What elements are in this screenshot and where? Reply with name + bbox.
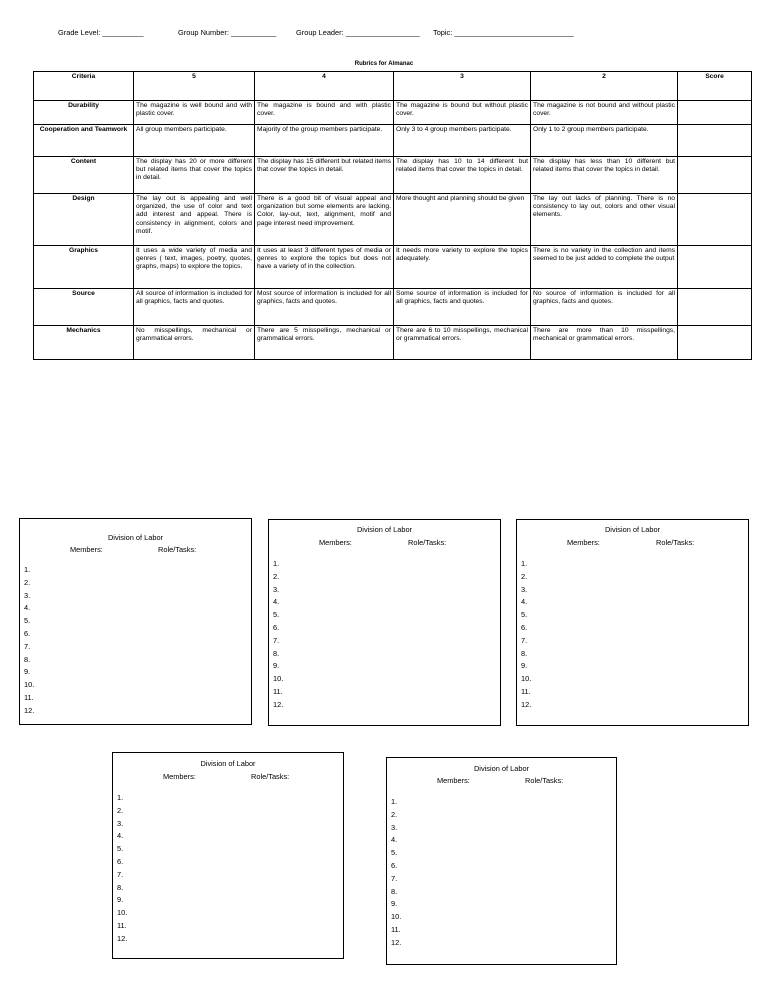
rubric-description-cell: Only 1 to 2 group members participate. (531, 125, 678, 157)
rubric-table (33, 71, 752, 360)
member-number-list (521, 558, 531, 712)
rubric-description-cell: There is no variety in the collection and items seemed to be just added to complete the output (531, 246, 678, 289)
rubric-description-cell: There are more than 10 misspellings, mechanical or grammatical errors. (531, 326, 678, 360)
member-number: 1. (521, 559, 528, 568)
rubric-description-cell: It needs more variety to explore the topics adequately. (394, 246, 531, 289)
member-number: 10. (117, 908, 128, 918)
members-label: Members: (319, 538, 352, 547)
rubric-row (34, 194, 752, 246)
member-number-list (273, 558, 283, 712)
member-number: 4. (521, 597, 528, 607)
member-number: 6. (117, 856, 124, 866)
member-number: 11. (117, 920, 127, 930)
member-number: 1. (273, 559, 280, 568)
box-title: Division of Labor (473, 764, 530, 773)
rubric-row (34, 246, 752, 289)
member-number: 2. (521, 571, 528, 581)
rubric-description-cell: No source of information is included for all graphics, facts and quotes. (531, 289, 678, 326)
member-number: 5. (24, 616, 31, 626)
rubric-description-cell: The magazine is bound and with plastic cover. (255, 101, 394, 125)
member-number: 5. (117, 844, 124, 854)
member-number: 10. (391, 912, 402, 922)
rubric-description-cell: Some source of information is included for all graphics, facts and quotes. (394, 289, 531, 326)
score-cell[interactable] (678, 194, 752, 246)
member-number: 8. (391, 886, 398, 896)
member-number: 3. (117, 818, 124, 828)
member-number: 6. (391, 860, 398, 870)
members-label: Members: (70, 545, 103, 554)
criteria-cell: Durability (34, 101, 134, 125)
rubric-description-cell: The display has less than 10 different but related items that cover the topics in detail. (531, 157, 678, 194)
member-number: 10. (273, 674, 284, 684)
grade-level-field: Grade Level: __________ (58, 28, 144, 37)
member-number: 4. (117, 831, 124, 841)
member-number-list (24, 564, 34, 718)
member-number: 3. (521, 584, 528, 594)
member-number: 10. (521, 674, 532, 684)
box-title: Division of Labor (604, 525, 661, 534)
member-number: 9. (391, 899, 398, 909)
member-number: 6. (24, 628, 31, 638)
member-number: 10. (24, 680, 35, 690)
score-cell[interactable] (678, 326, 752, 360)
box-title: Division of Labor (200, 759, 256, 768)
division-of-labor-box (268, 519, 501, 726)
member-number: 1. (117, 793, 124, 802)
member-number: 2. (117, 805, 124, 815)
rubric-row (34, 289, 752, 326)
role-tasks-label: Role/Tasks: (656, 538, 695, 547)
rubric-row (34, 125, 752, 157)
member-number: 6. (273, 622, 280, 632)
score-cell[interactable] (678, 157, 752, 194)
member-number: 11. (273, 686, 283, 696)
member-number-list (391, 796, 401, 950)
rubric-description-cell: Only 3 to 4 group members participate. (394, 125, 531, 157)
member-number: 8. (117, 882, 124, 892)
members-label: Members: (567, 538, 600, 547)
column-header: Criteria (34, 72, 134, 101)
member-number: 5. (273, 610, 280, 620)
member-number: 3. (391, 822, 398, 832)
member-number: 1. (391, 797, 398, 806)
column-header: 3 (394, 72, 531, 101)
member-number: 2. (24, 577, 31, 587)
rubric-description-cell: Most source of information is included for all graphics, facts and quotes. (255, 289, 394, 326)
member-number: 6. (521, 622, 528, 632)
member-number: 8. (24, 654, 31, 664)
division-of-labor-box (516, 519, 749, 726)
rubric-description-cell: The magazine is well bound and with plastic cover. (134, 101, 255, 125)
score-cell[interactable] (678, 246, 752, 289)
rubric-description-cell: The display has 20 or more different but related items that cover the topics in detail. (134, 157, 255, 194)
member-number: 12. (24, 705, 35, 715)
rubric-row (34, 326, 752, 360)
role-tasks-label: Role/Tasks: (408, 538, 447, 547)
rubric-title: Rubrics for Almanac (354, 61, 414, 67)
member-number: 8. (273, 648, 280, 658)
criteria-cell: Design (34, 194, 134, 246)
box-title: Division of Labor (356, 525, 413, 534)
members-label: Members: (437, 776, 470, 785)
rubric-row (34, 101, 752, 125)
member-number: 8. (521, 648, 528, 658)
column-header: 2 (531, 72, 678, 101)
member-number: 7. (24, 641, 31, 651)
criteria-cell: Source (34, 289, 134, 326)
rubric-description-cell: The lay out is appealing and well organized, the use of color and text add interest and appeal. There is consistency in alignment, colors and motif. (134, 194, 255, 246)
member-number: 12. (521, 699, 532, 709)
criteria-cell: Mechanics (34, 326, 134, 360)
criteria-cell: Content (34, 157, 134, 194)
rubric-header-row (34, 72, 752, 101)
member-number: 11. (24, 692, 34, 702)
group-number-field: Group Number: ___________ (178, 28, 277, 37)
member-number-list (117, 792, 127, 946)
rubric-description-cell: No misspellings, mechanical or grammatical errors. (134, 326, 255, 360)
member-number: 9. (521, 661, 528, 671)
score-cell[interactable] (678, 289, 752, 326)
rubric-description-cell: The lay out lacks of planning. There is no consistency to lay out, colors and other visual elements. (531, 194, 678, 246)
members-label: Members: (163, 772, 196, 781)
member-number: 4. (273, 597, 280, 607)
score-cell[interactable] (678, 101, 752, 125)
rubric-description-cell: The display has 15 different but related items that cover the topics in detail. (255, 157, 394, 194)
column-header: 5 (134, 72, 255, 101)
member-number: 7. (273, 635, 280, 645)
rubric-description-cell: The display has 10 to 14 different but related items that cover the topics in detail. (394, 157, 531, 194)
rubric-description-cell: Majority of the group members participate. (255, 125, 394, 157)
member-number: 12. (273, 699, 284, 709)
member-number: 2. (273, 571, 280, 581)
member-number: 12. (117, 933, 128, 943)
member-number: 5. (521, 610, 528, 620)
rubric-description-cell: All group members participate. (134, 125, 255, 157)
rubric-description-cell: It uses at least 3 different types of media or genres to explore the topics but does not have a variety of in the collection. (255, 246, 394, 289)
member-number: 1. (24, 565, 31, 574)
rubric-description-cell: It uses a wide variety of media and genres ( text, images, poetry, quotes, graphs, maps) to explore the topics. (134, 246, 255, 289)
member-number: 11. (391, 924, 401, 934)
group-leader-field: Group Leader: __________________ (296, 28, 420, 37)
role-tasks-label: Role/Tasks: (251, 772, 290, 781)
member-number: 11. (521, 686, 531, 696)
role-tasks-label: Role/Tasks: (158, 545, 197, 554)
member-number: 7. (391, 873, 398, 883)
topic-field: Topic: _____________________________ (433, 28, 574, 37)
member-number: 3. (24, 590, 31, 600)
division-of-labor-box (386, 757, 617, 965)
division-of-labor-box (19, 518, 252, 725)
division-of-labor-box (112, 752, 344, 959)
column-header: 4 (255, 72, 394, 101)
member-number: 9. (273, 661, 280, 671)
rubric-description-cell: The magazine is not bound and without plastic cover. (531, 101, 678, 125)
rubric-description-cell: The magazine is bound but without plastic cover. (394, 101, 531, 125)
rubric-row (34, 157, 752, 194)
rubric-description-cell: There is a good bit of visual appeal and organization but some elements are lacking. Color, lay-out, text, alignment, motif and page interest need improvement. (255, 194, 394, 246)
role-tasks-label: Role/Tasks: (525, 776, 564, 785)
member-number: 3. (273, 584, 280, 594)
score-cell[interactable] (678, 125, 752, 157)
rubric-description-cell: More thought and planning should be given (394, 194, 531, 246)
member-number: 4. (391, 835, 398, 845)
column-header: Score (678, 72, 752, 101)
rubric-description-cell: All source of information is included for all graphics, facts and quotes. (134, 289, 255, 326)
member-number: 9. (117, 895, 124, 905)
criteria-cell: Graphics (34, 246, 134, 289)
member-number: 7. (117, 869, 124, 879)
member-number: 5. (391, 848, 398, 858)
criteria-cell: Cooperation and Teamwork (34, 125, 134, 157)
member-number: 12. (391, 937, 402, 947)
box-title: Division of Labor (107, 533, 164, 542)
rubric-description-cell: There are 6 to 10 misspellings, mechanical or grammatical errors. (394, 326, 531, 360)
member-number: 2. (391, 809, 398, 819)
member-number: 9. (24, 667, 31, 677)
rubric-description-cell: There are 5 misspellings, mechanical or grammatical errors. (255, 326, 394, 360)
member-number: 4. (24, 603, 31, 613)
member-number: 7. (521, 635, 528, 645)
